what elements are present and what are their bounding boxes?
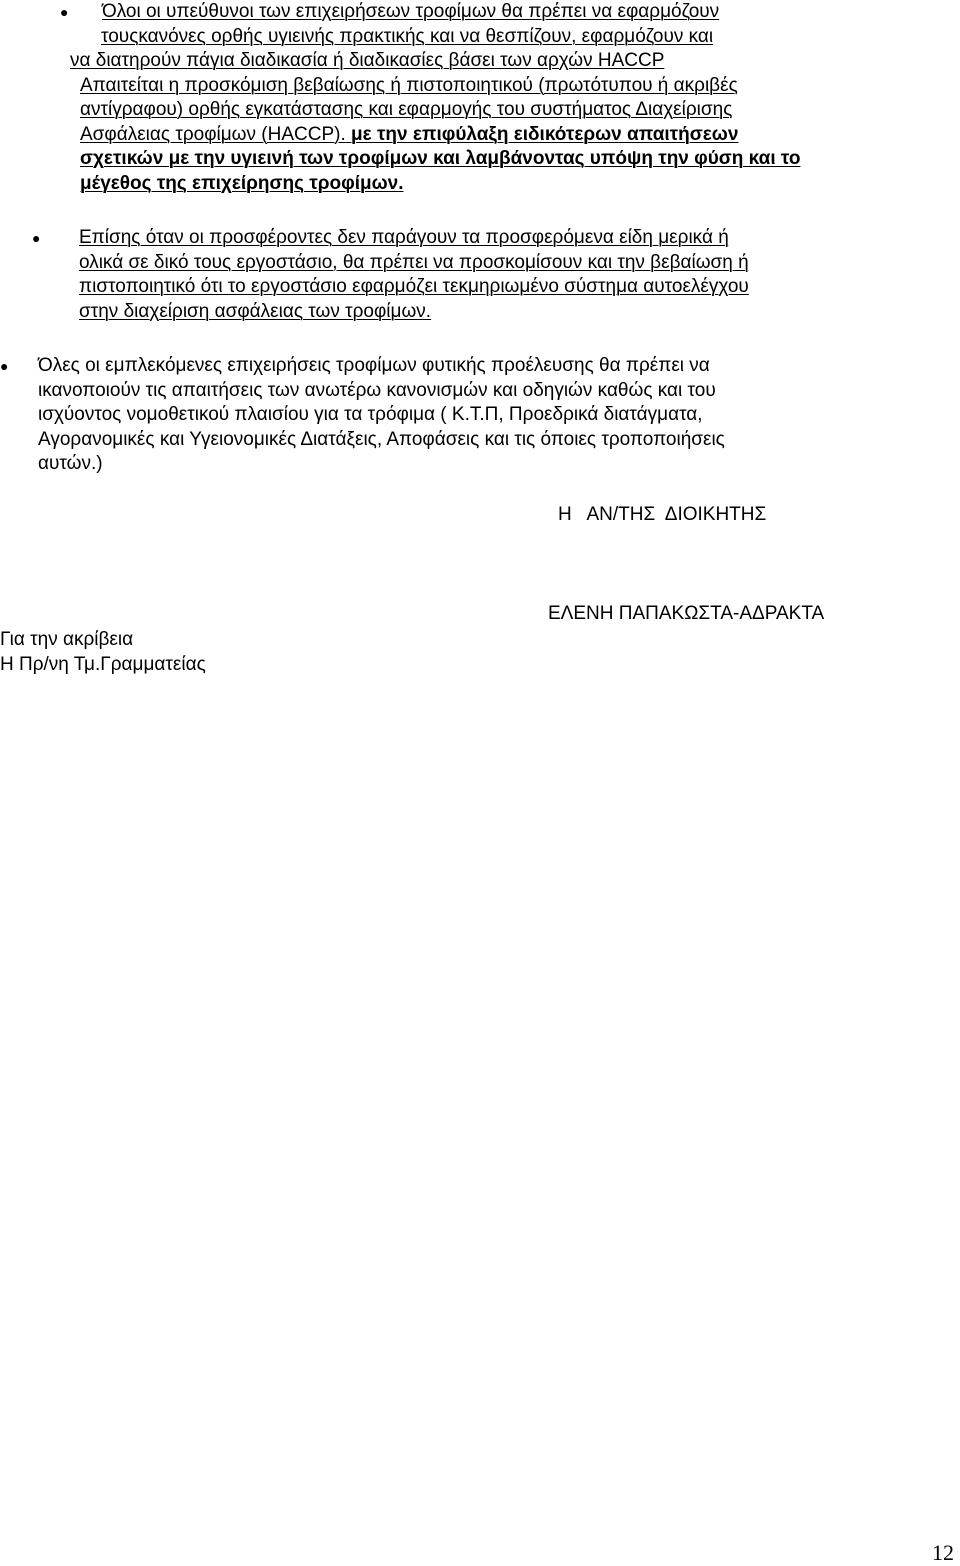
bullet-1-line-8: μέγεθος της επιχείρησης τροφίμων. bbox=[80, 172, 404, 194]
bullet-1-line-6 bbox=[80, 123, 800, 148]
bullet-2-line-1: Επίσης όταν οι προσφέροντες δεν παράγουν τα προσφερόμενα είδη μερικά ή bbox=[79, 227, 729, 248]
bullet-1-line-6-tail: με την επιφύλαξη ειδικότερων απαιτήσεων bbox=[345, 123, 739, 145]
page-number: 12 bbox=[932, 1540, 954, 1565]
bullet-1-line-4: Απαιτείται η προσκόμιση βεβαίωσης ή πιστοποιητικού (πρωτότυπου ή ακριβές bbox=[80, 74, 738, 96]
accuracy-line-2: Η Πρ/νη Τμ.Γραμματείας bbox=[0, 654, 206, 675]
bullet-1-line-6-head: Ασφάλειας τροφίμων (HACCP). bbox=[80, 123, 346, 145]
bullet-2-text bbox=[79, 226, 749, 324]
signatory-title: Η ΑΝ/ΤΗΣ ΔΙΟΙΚΗΤΗΣ bbox=[558, 504, 767, 525]
bullet-3-marker: ● bbox=[0, 358, 9, 374]
bullet-1-text bbox=[70, 0, 801, 196]
bullet-3-line-3: ισχύοντος νομοθετικού πλαισίου για τα τρόφιμα ( Κ.Τ.Π, Προεδρικά διατάγματα, bbox=[38, 404, 703, 425]
bullet-3-line-1: Όλες οι εμπλεκόμενες επιχειρήσεις τροφίμων φυτικής προέλευσης θα πρέπει να bbox=[38, 355, 710, 376]
bullet-2-line-2: ολικά σε δικό τους εργοστάσιο, θα πρέπει να προσκομίσουν και την βεβαίωση ή bbox=[79, 251, 749, 273]
bullet-1-line-5: αντίγραφου) ορθής εγκατάστασης και εφαρμογής του συστήματος Διαχείρισης bbox=[80, 99, 733, 120]
bullet-2-line-4: στην διαχείριση ασφάλειας των τροφίμων. bbox=[79, 300, 432, 322]
signatory-name: ΕΛΕΝΗ ΠΑΠΑΚΩΣΤΑ-ΑΔΡΑΚΤΑ bbox=[548, 603, 825, 624]
bullet-3-line-5: αυτών.) bbox=[38, 453, 103, 474]
bullet-3-line-2: ικανοποιούν τις απαιτήσεις των ανωτέρω κανονισμών και οδηγιών καθώς και του bbox=[38, 379, 716, 401]
bullet-2-line-3: πιστοποιητικό ότι το εργοστάσιο εφαρμόζει τεκμηριωμένο σύστημα αυτοελέγχου bbox=[79, 276, 749, 297]
bullet-2-marker: ● bbox=[32, 230, 41, 246]
bullet-1-line-3: να διατηρούν πάγια διαδικασία ή διαδικασίες βάσει των αρχών HACCP bbox=[70, 50, 665, 71]
bullet-1-marker: ● bbox=[60, 4, 69, 20]
bullet-1-line-2: τουςκανόνες ορθής υγιεινής πρακτικής και να θεσπίζουν, εφαρμόζουν και bbox=[101, 25, 714, 47]
bullet-1-line-7: σχετικών με την υγιεινή των τροφίμων και λαμβάνοντας υπόψη την φύση και το bbox=[80, 148, 801, 169]
bullet-3-text bbox=[38, 354, 725, 477]
bullet-3-line-4: Αγορανομικές και Υγειονομικές Διατάξεις, Αποφάσεις και τις όποιες τροποποιήσεις bbox=[38, 428, 725, 450]
bullet-1-line-1: Όλοι οι υπεύθυνοι των επιχειρήσεων τροφίμων θα πρέπει να εφαρμόζουν bbox=[102, 1, 720, 22]
accuracy-line-1: Για την ακρίβεια bbox=[0, 629, 134, 650]
